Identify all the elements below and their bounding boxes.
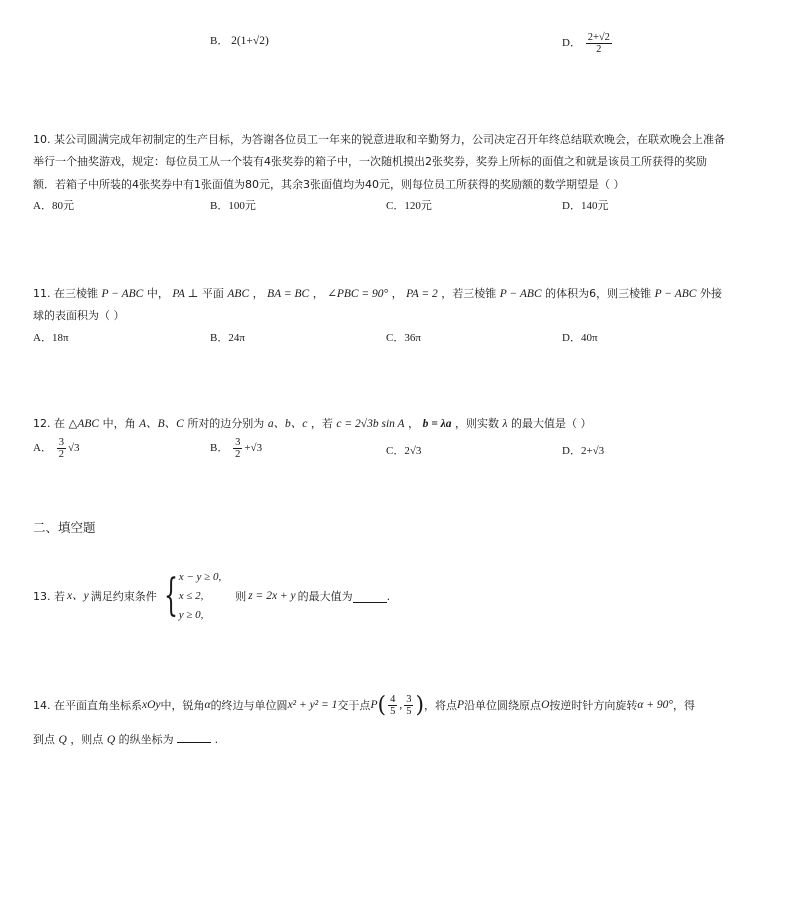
math: xOy (142, 698, 161, 711)
q14-line-1: 14. 在平面直角坐标系 xOy 中，锐角 α 的终边与单位圆 x² + y² = 1 交于点 P ( $\frac{4}{5}$ , $\frac{3}{5}$ ) ，将点 P 沿单位圆绕原点 O 按逆时针方向旋转 α + 90° ，得 (33, 692, 696, 718)
math: z = 2x + y (248, 589, 296, 602)
option-label: A． (33, 442, 52, 455)
text: 按逆时针方向旋转 (549, 698, 638, 712)
text: 的体积为6，则三棱锥 (545, 287, 652, 300)
text: ， (252, 287, 264, 300)
fraction (404, 694, 413, 717)
answer-blank[interactable] (353, 590, 387, 603)
math: ABC (227, 288, 250, 300)
option-label: B． (210, 35, 229, 47)
denominator: 2 (58, 449, 64, 460)
text: ，若 (310, 417, 333, 430)
fraction (586, 32, 612, 55)
option-value: 2(1+√2) (231, 35, 269, 47)
denominator: 5 (390, 705, 396, 717)
numerator: 2+√2 (587, 32, 610, 43)
section-heading-fill-in: 二、填空题 (33, 520, 96, 535)
text: 满足约束条件 (90, 589, 157, 603)
numerator: 3 (406, 693, 412, 705)
denominator: 2 (235, 449, 241, 460)
q10-option-a: A．80元 (33, 200, 74, 212)
text: ，则实数 (455, 417, 500, 430)
text: 平面 (201, 287, 224, 300)
q12-line-1 (33, 416, 592, 432)
q14-line-2 (33, 730, 218, 748)
math: O (541, 698, 550, 711)
math: b = λa (422, 418, 452, 430)
math: x² + y² = 1 (287, 698, 338, 711)
text: ，若三棱锥 (441, 287, 497, 300)
text: 中，角 (102, 417, 136, 430)
math: P − ABC (654, 288, 697, 300)
denominator: 2 (596, 44, 602, 55)
answer-blank[interactable] (177, 730, 211, 743)
text: 外接 (699, 287, 722, 300)
math: a、b、c (267, 418, 308, 430)
math: ∠PBC = 90° (327, 288, 389, 300)
fraction (388, 694, 397, 717)
fraction (57, 437, 66, 460)
text: 的纵坐标为 (118, 733, 174, 746)
option-label: D． (562, 37, 581, 50)
text: 则 (235, 589, 247, 603)
math: PA = 2 (406, 288, 438, 300)
text: 到点 (33, 733, 55, 746)
q12-option-b (210, 437, 262, 460)
numerator: 3 (58, 437, 64, 448)
math: PA ⊥ (172, 288, 199, 300)
math: P − ABC (499, 288, 542, 300)
q10-line-3: 额．若箱子中所装的4张奖券中有1张面值为80元，其余3张面值均为40元，则每位员工所获得的奖励额的数学期望是（ ） (33, 178, 625, 191)
constraint: x ≤ 2, (178, 589, 204, 602)
text: 12. 在 (33, 417, 65, 430)
text: . (386, 589, 391, 603)
text: ，得 (673, 698, 696, 712)
q11-option-a: A．18π (33, 332, 69, 344)
math: P (457, 698, 465, 711)
q12-option-c: C．2√3 (386, 445, 422, 457)
math: λ (502, 418, 508, 430)
q12-option-d: D．2+√3 (562, 445, 605, 457)
q9-option-d (562, 32, 614, 55)
math: Q (106, 734, 116, 746)
q10-option-b: B．100元 (210, 200, 256, 212)
numerator: 4 (390, 693, 396, 705)
text: 14. 在平面直角坐标系 (33, 698, 142, 712)
constraint: y ≥ 0, (178, 608, 204, 621)
q11-option-d: D．40π (562, 332, 598, 344)
text: 13. 若 (33, 589, 65, 603)
math: x、y (67, 589, 89, 602)
option-label: B． (210, 442, 229, 455)
math: P − ABC (101, 288, 144, 300)
text: 中，锐角 (160, 698, 205, 712)
q11-option-b: B．24π (210, 332, 245, 344)
math: P (370, 698, 378, 711)
left-paren-icon: ( (377, 692, 387, 718)
text: 的最大值为 (297, 589, 353, 603)
q11-line-1 (33, 286, 722, 302)
math: α + 90° (637, 698, 674, 711)
text: 11. 在三棱锥 (33, 287, 98, 300)
q11-line-2: 球的表面积为（ ） (33, 309, 125, 322)
q10-option-d: D．140元 (562, 200, 609, 212)
text: ， (312, 287, 324, 300)
numerator: 3 (235, 437, 241, 448)
text: 交于点 (337, 698, 371, 712)
math: c = 2√3b sin A (336, 418, 405, 430)
fraction (233, 437, 242, 460)
q10-line-2: 举行一个抽奖游戏，规定：每位员工从一个装有4张奖券的箱子中，一次随机摸出2张奖券，奖券上所标的面值之和就是该员工所获得的奖励 (33, 155, 707, 168)
text: ， (408, 417, 420, 430)
text: 的终边与单位圆 (210, 698, 288, 712)
option-value: +√3 (244, 442, 263, 455)
right-paren-icon: ) (415, 692, 425, 718)
constraint-system (179, 568, 221, 625)
constraint: x − y ≥ 0, (178, 570, 222, 583)
math: △ABC (68, 418, 100, 430)
text: ， (391, 287, 403, 300)
math: A、B、C (139, 418, 184, 430)
option-value: √3 (67, 442, 80, 455)
text: 的最大值是（ ） (511, 417, 592, 430)
math: BA = BC (267, 288, 310, 300)
text: . (214, 733, 219, 746)
math: Q (58, 734, 67, 746)
text: ，将点 (424, 698, 458, 712)
left-brace-icon: { (163, 570, 178, 621)
q12-option-a (33, 437, 80, 460)
text: 所对的边分别为 (187, 417, 265, 430)
q10-option-c: C．120元 (386, 200, 432, 212)
text: 沿单位圆绕原点 (464, 698, 542, 712)
q13-line (33, 566, 390, 626)
denominator: 5 (406, 705, 412, 717)
q9-option-b (210, 34, 269, 49)
text: ，则点 (70, 733, 104, 746)
text: 中， (146, 287, 169, 300)
q11-option-c: C．36π (386, 332, 421, 344)
q10-line-1: 10. 某公司圆满完成年初制定的生产目标，为答谢各位员工一年来的锐意进取和辛勤努力，公司决定召开年终总结联欢晚会，在联欢晚会上准备 (33, 133, 725, 146)
math: α (204, 698, 211, 711)
